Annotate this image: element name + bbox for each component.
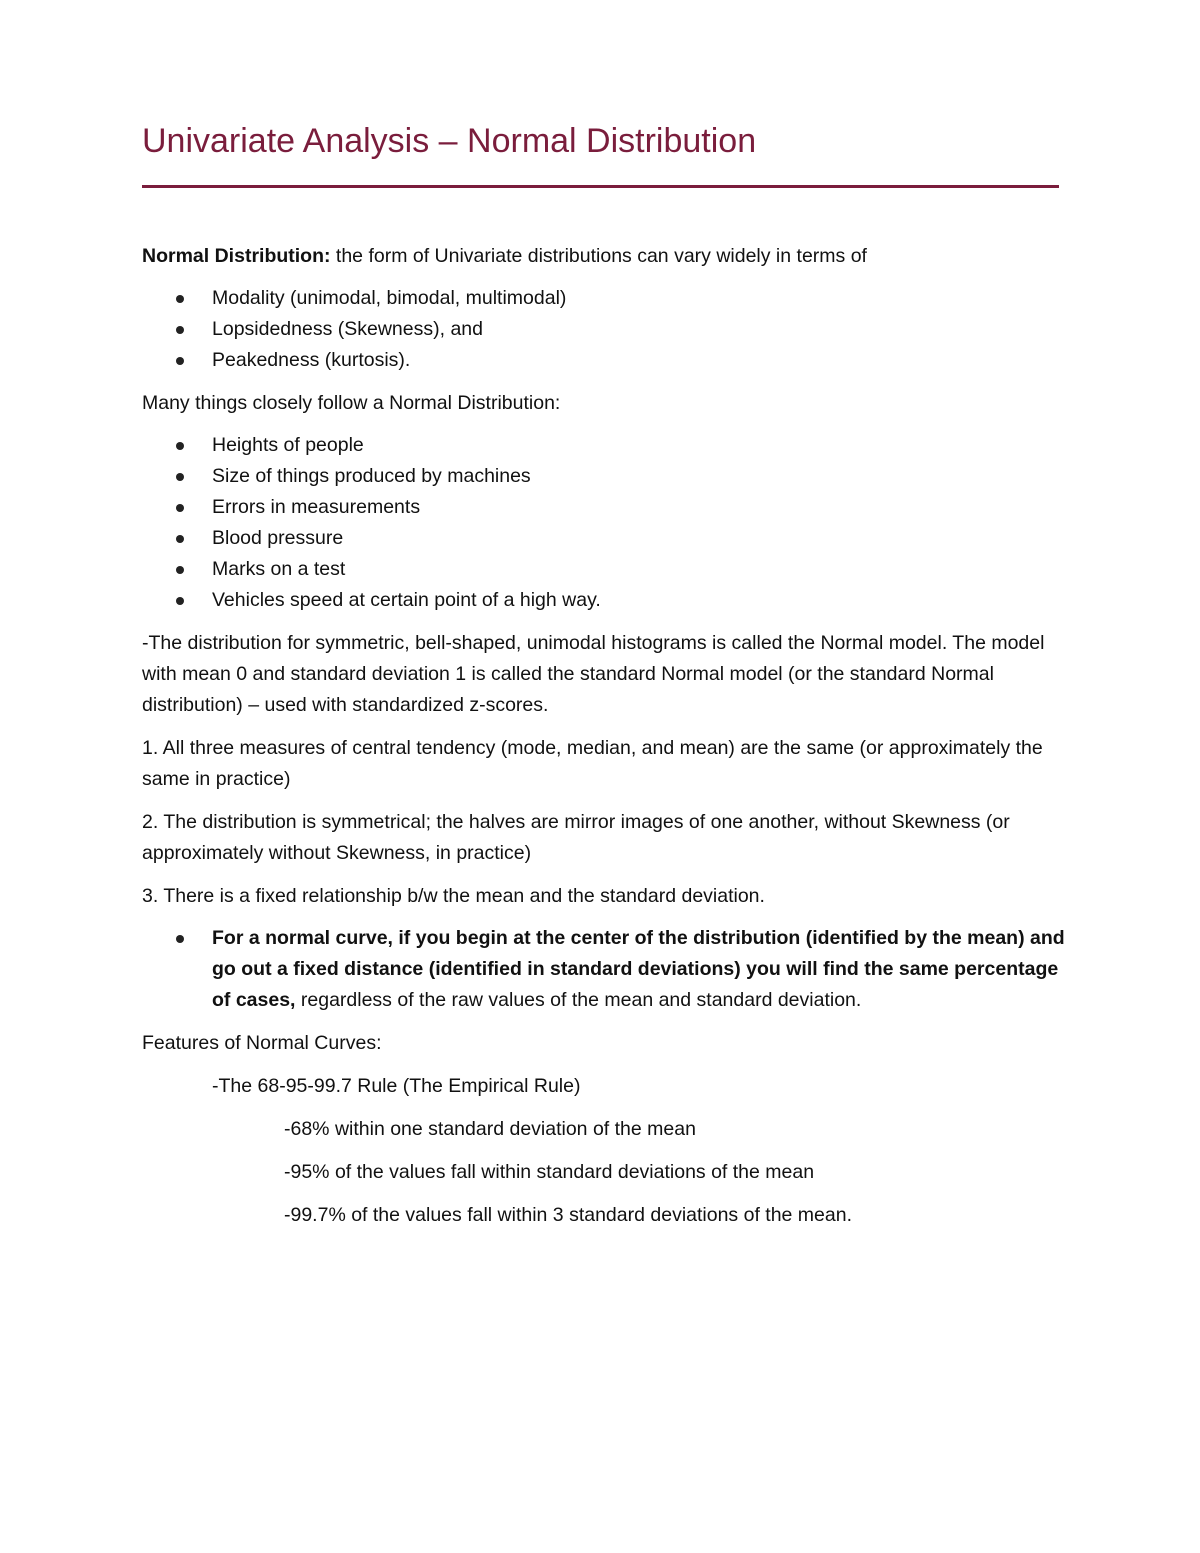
point-3-list — [142, 923, 1072, 1016]
point-2: 2. The distribution is symmetrical; the halves are mirror images of one another, without Skewness (or approximately without Skewness, in practice) — [142, 811, 1010, 864]
rule-item-68: -68% within one standard deviation of the mean — [284, 1118, 696, 1140]
model-paragraph: -The distribution for symmetric, bell-shaped, unimodal histograms is called the Normal model. The model with mean 0 and standard deviation 1 is called the standard Normal model (or the standard Normal distribution) – used with standardized z-scores. — [142, 632, 1045, 716]
list-item: Size of things produced by machines — [142, 461, 1072, 492]
document-body — [142, 241, 1072, 1243]
list-item: Peakedness (kurtosis). — [142, 345, 1072, 376]
list-item: Lopsidedness (Skewness), and — [142, 314, 1072, 345]
list-item: Modality (unimodal, bimodal, multimodal) — [142, 283, 1072, 314]
list-item: Marks on a test — [142, 554, 1072, 585]
list-item: Blood pressure — [142, 523, 1072, 554]
bullet-icon — [176, 357, 184, 365]
form-list — [142, 283, 1072, 376]
examples-list — [142, 430, 1072, 616]
bullet-icon — [176, 473, 184, 481]
rule-item-99-7: -99.7% of the values fall within 3 standard deviations of the mean. — [284, 1204, 853, 1226]
bullet-icon — [176, 326, 184, 334]
point-3-bold-text: For a normal curve, if you begin at the center of the distribution (identified by the mean) and go out a fixed distance (identified in standard deviations) you will find the same percentage of cases, — [212, 927, 1065, 1011]
list-item: Heights of people — [142, 430, 1072, 461]
intro-text: the form of Univariate distributions can vary widely in terms of — [330, 245, 867, 267]
list-item: Vehicles speed at certain point of a high way. — [142, 585, 1072, 616]
list-item — [142, 923, 1072, 1016]
list-item: Errors in measurements — [142, 492, 1072, 523]
bullet-icon — [176, 597, 184, 605]
point-1: 1. All three measures of central tendency (mode, median, and mean) are the same (or approximately the same in practice) — [142, 737, 1043, 790]
intro-label: Normal Distribution: — [142, 245, 331, 267]
rule-item-95: -95% of the values fall within standard deviations of the mean — [284, 1161, 815, 1183]
empirical-rule-heading: -The 68-95-99.7 Rule (The Empirical Rule) — [212, 1075, 581, 1097]
bullet-icon — [176, 442, 184, 450]
examples-heading: Many things closely follow a Normal Distribution: — [142, 392, 561, 414]
intro-paragraph — [142, 241, 1072, 272]
page-title: Univariate Analysis – Normal Distribution — [142, 122, 757, 160]
bullet-icon — [176, 566, 184, 574]
bullet-icon — [176, 504, 184, 512]
bullet-icon — [176, 535, 184, 543]
point-3-rest-text: regardless of the raw values of the mean and standard deviation. — [295, 989, 862, 1011]
features-heading: Features of Normal Curves: — [142, 1032, 382, 1054]
title-underline — [142, 185, 1059, 188]
bullet-icon — [176, 935, 184, 943]
bullet-icon — [176, 295, 184, 303]
point-3: 3. There is a fixed relationship b/w the mean and the standard deviation. — [142, 885, 765, 907]
